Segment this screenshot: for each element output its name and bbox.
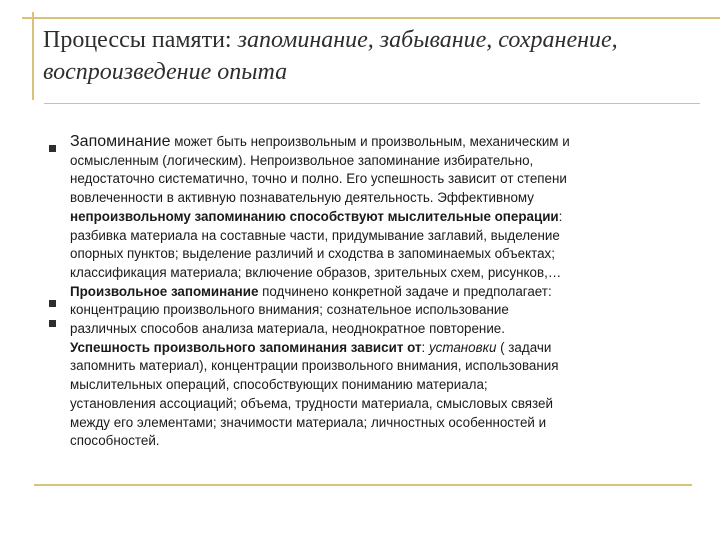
slide-body (70, 133, 710, 451)
bullet-square-icon (49, 320, 56, 327)
title-italic-part: запоминание, забывание, сохранение, (237, 27, 618, 53)
text-line: Успешность произвольного запоминания зависит от: установки ( задачи (70, 339, 552, 355)
text-line: запомнить материал), концентрации произвольного внимания, использования (70, 358, 559, 374)
accent-bottom-rule (34, 484, 692, 486)
accent-vertical-rule (32, 12, 34, 100)
text-line: классификация материала; включение образов, зрительных схем, рисунков,… (70, 264, 562, 280)
text-line: концентрацию произвольного внимания; сознательное использование (70, 302, 509, 318)
text-line: между его элементами; значимости материала; личностных особенностей и (70, 414, 547, 430)
title-prefix: Процессы памяти: (43, 27, 238, 53)
text-line: непроизвольному запоминанию способствуют мыслительные операции: (70, 208, 563, 224)
text-line: разбивка материала на составные части, придумывание заглавий, выделение (70, 227, 560, 243)
slide-title (43, 24, 720, 88)
text-line: Произвольное запоминание подчинено конкретной задаче и предполагает: (70, 283, 552, 299)
title-line-1 (43, 24, 720, 56)
title-line-2: воспроизведение опыта (43, 59, 288, 85)
text-line: различных способов анализа материала, неоднократное повторение. (70, 321, 505, 337)
text-line: Запоминание может быть непроизвольным и произвольным, механическим и (70, 133, 570, 150)
text-line: опорных пунктов; выделение различий и сходства в запоминаемых объектах; (70, 246, 555, 262)
text-line: вовлеченности в активную познавательную деятельность. Эффективному (70, 190, 534, 206)
bullet-square-icon (49, 300, 56, 307)
title-divider (44, 103, 700, 104)
text-line: мыслительных операций, способствующих пониманию материала; (70, 377, 488, 393)
text-line: установления ассоциаций; объема, трудности материала, смысловых связей (70, 395, 553, 411)
text-line: недостаточно систематично, точно и полно. Его успешность зависит от степени (70, 171, 567, 187)
lead-term: Запоминание (70, 133, 171, 150)
bullet-square-icon (49, 145, 56, 152)
text-line: способностей. (70, 433, 160, 449)
text-line: осмысленным (логическим). Непроизвольное запоминание избирательно, (70, 152, 534, 168)
accent-top-rule (22, 17, 720, 19)
